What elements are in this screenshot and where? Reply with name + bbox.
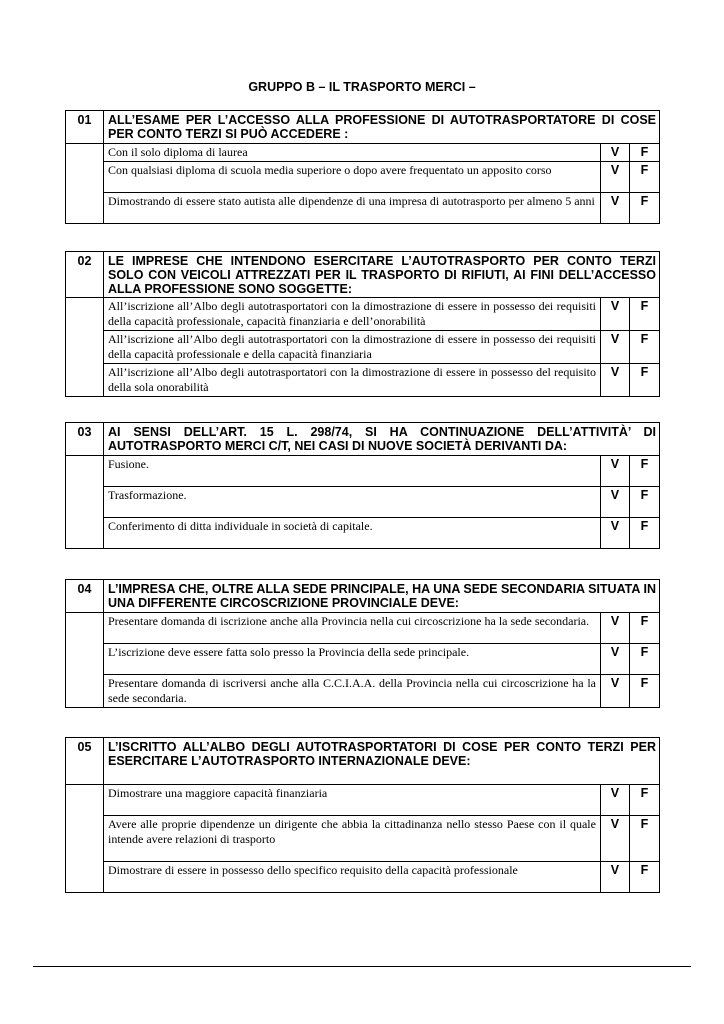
number-spacer-cell bbox=[66, 298, 104, 397]
false-option[interactable]: F bbox=[629, 193, 659, 224]
answer-text: All’iscrizione all’Albo degli autotrasportatori con la dimostrazione di essere in possesso dei requisiti della capacità professionale, capacità finanziaria e dell’onorabilità bbox=[104, 298, 601, 331]
question-text: ALL’ESAME PER L’ACCESSO ALLA PROFESSIONE DI AUTOTRASPORTATORE DI COSE PER CONTO TERZI SI PUÒ ACCEDERE : bbox=[104, 111, 660, 144]
answer-text: All’iscrizione all’Albo degli autotrasportatori con la dimostrazione di essere in possesso del requisito della sola onorabilità bbox=[104, 364, 601, 397]
false-option[interactable]: F bbox=[629, 613, 659, 644]
answer-text: Presentare domanda di iscriversi anche alla C.C.I.A.A. della Provincia nella cui circoscrizione ha la sede secondaria. bbox=[104, 675, 601, 708]
false-option[interactable]: F bbox=[629, 675, 659, 708]
true-option[interactable]: V bbox=[600, 456, 629, 487]
question-text: LE IMPRESE CHE INTENDONO ESERCITARE L’AUTOTRASPORTO PER CONTO TERZI SOLO CON VEICOLI ATTREZZATI PER IL TRASPORTO DI RIFIUTI, AI FINI DELL’ACCESSO ALLA PROFESSIONE SONO SOGGETTE: bbox=[104, 252, 660, 298]
question-number: 03 bbox=[66, 423, 104, 456]
question-text: L’ISCRITTO ALL’ALBO DEGLI AUTOTRASPORTATORI DI COSE PER CONTO TERZI PER ESERCITARE L’AUTOTRASPORTO INTERNAZIONALE DEVE: bbox=[104, 738, 660, 785]
false-option[interactable]: F bbox=[630, 331, 660, 364]
answer-text: Presentare domanda di iscrizione anche alla Provincia nella cui circoscrizione ha la sede secondaria. bbox=[104, 613, 601, 644]
footer-divider bbox=[33, 966, 691, 967]
number-spacer-cell bbox=[66, 613, 104, 708]
false-option[interactable]: F bbox=[629, 144, 659, 162]
false-option[interactable]: F bbox=[629, 785, 659, 816]
true-option[interactable]: V bbox=[600, 487, 629, 518]
true-option[interactable]: V bbox=[600, 644, 629, 675]
answer-text: Avere alle proprie dipendenze un dirigente che abbia la cittadinanza nello stesso Paese con il quale intende avere relazioni di trasporto bbox=[104, 816, 601, 862]
true-option[interactable]: V bbox=[600, 785, 629, 816]
false-option[interactable]: F bbox=[629, 644, 659, 675]
false-option[interactable]: F bbox=[629, 487, 659, 518]
number-spacer-cell bbox=[66, 456, 104, 549]
false-option[interactable]: F bbox=[630, 364, 660, 397]
question-block-01 bbox=[65, 110, 660, 224]
true-option[interactable]: V bbox=[600, 518, 629, 549]
true-option[interactable]: V bbox=[600, 613, 629, 644]
answer-text: L’iscrizione deve essere fatta solo presso la Provincia della sede principale. bbox=[104, 644, 601, 675]
answer-text: Dimostrando di essere stato autista alle dipendenze di una impresa di autotrasporto per almeno 5 anni bbox=[104, 193, 601, 224]
true-option[interactable]: V bbox=[600, 862, 629, 893]
true-option[interactable]: V bbox=[601, 364, 630, 397]
question-text: AI SENSI DELL’ART. 15 L. 298/74, SI HA CONTINUAZIONE DELL’ATTIVITÀ’ DI AUTOTRASPORTO MERCI C/T, NEI CASI DI NUOVE SOCIETÀ DERIVANTI DA: bbox=[104, 423, 660, 456]
answer-text: Dimostrare una maggiore capacità finanziaria bbox=[104, 785, 601, 816]
true-option[interactable]: V bbox=[601, 298, 630, 331]
answer-text: Fusione. bbox=[104, 456, 601, 487]
question-block-05 bbox=[65, 737, 660, 893]
question-block-04 bbox=[65, 579, 660, 708]
true-option[interactable]: V bbox=[600, 144, 629, 162]
true-option[interactable]: V bbox=[600, 162, 629, 193]
true-option[interactable]: V bbox=[600, 816, 629, 862]
false-option[interactable]: F bbox=[629, 518, 659, 549]
answer-text: Conferimento di ditta individuale in società di capitale. bbox=[104, 518, 601, 549]
false-option[interactable]: F bbox=[629, 816, 659, 862]
answer-text: Dimostrare di essere in possesso dello specifico requisito della capacità professionale bbox=[104, 862, 601, 893]
answer-text: Con qualsiasi diploma di scuola media superiore o dopo avere frequentato un apposito corso bbox=[104, 162, 601, 193]
question-number: 02 bbox=[66, 252, 104, 298]
false-option[interactable]: F bbox=[629, 162, 659, 193]
true-option[interactable]: V bbox=[600, 675, 629, 708]
number-spacer-cell bbox=[66, 144, 104, 224]
question-block-03 bbox=[65, 422, 660, 549]
question-number: 05 bbox=[66, 738, 104, 785]
question-text: L’IMPRESA CHE, OLTRE ALLA SEDE PRINCIPALE, HA UNA SEDE SECONDARIA SITUATA IN UNA DIFFERENTE CIRCOSCRIZIONE PROVINCIALE DEVE: bbox=[104, 580, 660, 613]
true-option[interactable]: V bbox=[601, 331, 630, 364]
answer-text: Trasformazione. bbox=[104, 487, 601, 518]
answer-text: All’iscrizione all’Albo degli autotrasportatori con la dimostrazione di essere in possesso dei requisiti della capacità professionale e della capacità finanziaria bbox=[104, 331, 601, 364]
page-title: GRUPPO B – IL TRASPORTO MERCI – bbox=[248, 80, 476, 94]
false-option[interactable]: F bbox=[629, 862, 659, 893]
true-option[interactable]: V bbox=[600, 193, 629, 224]
false-option[interactable]: F bbox=[629, 456, 659, 487]
false-option[interactable]: F bbox=[630, 298, 660, 331]
answer-text: Con il solo diploma di laurea bbox=[104, 144, 601, 162]
question-block-02 bbox=[65, 251, 660, 397]
number-spacer-cell bbox=[66, 785, 104, 893]
question-number: 01 bbox=[66, 111, 104, 144]
question-number: 04 bbox=[66, 580, 104, 613]
